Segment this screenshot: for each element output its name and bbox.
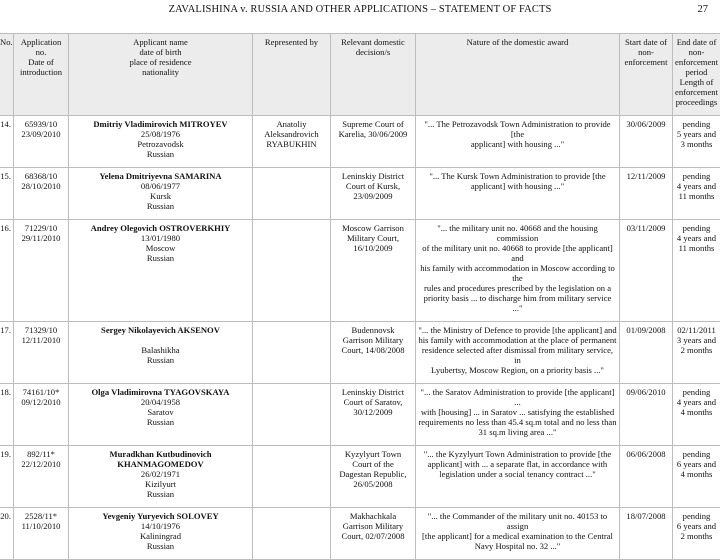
column-header-end-date bbox=[673, 34, 720, 116]
award-line: applicant] with housing ..." bbox=[418, 181, 617, 191]
end-date-line: 4 months bbox=[675, 407, 718, 417]
applicant-cell bbox=[69, 384, 253, 446]
application-cell bbox=[14, 168, 69, 220]
end-date-line: 6 years and bbox=[675, 521, 718, 531]
end-date-cell bbox=[673, 168, 720, 220]
start-date-cell: 06/06/2008 bbox=[620, 446, 673, 508]
header-line: Length of bbox=[675, 77, 718, 87]
application-line: 28/10/2010 bbox=[16, 181, 66, 191]
representative-cell bbox=[253, 116, 331, 168]
header-line: Relevant domestic bbox=[333, 37, 413, 47]
applicant-name: Yevgeniy Yuryevich SOLOVEY bbox=[71, 511, 250, 521]
applicant-detail: Russian bbox=[71, 489, 250, 499]
representative-line: RYABUKHIN bbox=[255, 139, 328, 149]
table-row bbox=[0, 384, 720, 446]
end-date-line: pending bbox=[675, 171, 718, 181]
decision-line: Court of the bbox=[333, 459, 413, 469]
row-number: 17. bbox=[0, 322, 14, 384]
applications-table bbox=[0, 33, 720, 560]
start-date-cell: 03/11/2009 bbox=[620, 220, 673, 322]
row-number: 19. bbox=[0, 446, 14, 508]
row-number: 20. bbox=[0, 508, 14, 560]
applicant-name: Olga Vladimirovna TYAGOVSKAYA bbox=[71, 387, 250, 397]
header-line: enforcement bbox=[675, 87, 718, 97]
header-line: date of birth bbox=[71, 47, 250, 57]
applicant-cell bbox=[69, 168, 253, 220]
domestic-decision-cell bbox=[331, 384, 416, 446]
decision-line: Makhachkala bbox=[333, 511, 413, 521]
decision-line: Karelia, 30/06/2009 bbox=[333, 129, 413, 139]
header-line: End date of bbox=[675, 37, 718, 47]
table-row bbox=[0, 116, 720, 168]
end-date-line: 02/11/2011 bbox=[675, 325, 718, 335]
running-head-title: ZAVALISHINA v. RUSSIA AND OTHER APPLICATIONS – STATEMENT OF FACTS bbox=[0, 4, 720, 15]
award-line: with [housing] ... in Saratov ... satisfying the established bbox=[418, 407, 617, 417]
application-line: 12/11/2010 bbox=[16, 335, 66, 345]
header-line: decision/s bbox=[333, 47, 413, 57]
applicant-detail: 14/10/1976 bbox=[71, 521, 250, 531]
award-line: Navy Hospital no. 32 ..." bbox=[418, 541, 617, 551]
application-line: 2528/11* bbox=[16, 511, 66, 521]
table-header-row bbox=[0, 34, 720, 116]
end-date-line: 4 years and bbox=[675, 181, 718, 191]
award-line: "... the Kyzylyurt Town Administration to provide [the bbox=[418, 449, 617, 459]
header-line: Application bbox=[16, 37, 66, 47]
domestic-decision-cell bbox=[331, 168, 416, 220]
applicant-detail: Russian bbox=[71, 417, 250, 427]
award-line: rules and procedures prescribed by the legislation on a bbox=[418, 283, 617, 293]
row-number: 14. bbox=[0, 116, 14, 168]
application-line: 11/10/2010 bbox=[16, 521, 66, 531]
decision-line: Court of Saratov, bbox=[333, 397, 413, 407]
decision-line: Supreme Court of bbox=[333, 119, 413, 129]
application-cell bbox=[14, 384, 69, 446]
end-date-line: 5 years and bbox=[675, 129, 718, 139]
award-line: "... The Kursk Town Administration to provide [the bbox=[418, 171, 617, 181]
applicant-cell bbox=[69, 446, 253, 508]
award-line: "... The Petrozavodsk Town Administration to provide [the bbox=[418, 119, 617, 139]
header-line: enforcement bbox=[622, 57, 670, 67]
representative-cell bbox=[253, 322, 331, 384]
decision-line: Garrison Military bbox=[333, 521, 413, 531]
header-line: proceedings bbox=[675, 97, 718, 107]
applicant-detail: Balashikha bbox=[71, 345, 250, 355]
applicant-name: Muradkhan Kutbudinovich KHANMAGOMEDOV bbox=[71, 449, 250, 469]
applicant-name: Andrey Olegovich OSTROVERKHIY bbox=[71, 223, 250, 233]
header-line: Date of bbox=[16, 57, 66, 67]
end-date-line: 4 years and bbox=[675, 397, 718, 407]
end-date-line: pending bbox=[675, 223, 718, 233]
representative-cell bbox=[253, 446, 331, 508]
application-cell bbox=[14, 508, 69, 560]
end-date-line: pending bbox=[675, 449, 718, 459]
header-line: Represented by bbox=[255, 37, 328, 47]
award-line: of the military unit no. 40668 to provide [the applicant] and bbox=[418, 243, 617, 263]
applicant-detail: 26/02/1971 bbox=[71, 469, 250, 479]
decision-line: Court of Kursk, bbox=[333, 181, 413, 191]
application-line: 68368/10 bbox=[16, 171, 66, 181]
decision-line: Leninskiy District bbox=[333, 387, 413, 397]
award-cell bbox=[416, 322, 620, 384]
header-line: enforcement bbox=[675, 57, 718, 67]
applicant-detail: Russian bbox=[71, 201, 250, 211]
column-header-represented-by bbox=[253, 34, 331, 116]
header-line: nationality bbox=[71, 67, 250, 77]
row-number: 16. bbox=[0, 220, 14, 322]
column-header-applicant bbox=[69, 34, 253, 116]
applicant-cell bbox=[69, 116, 253, 168]
header-line: non- bbox=[675, 47, 718, 57]
award-cell bbox=[416, 446, 620, 508]
decision-line: Court, 02/07/2008 bbox=[333, 531, 413, 541]
decision-line: Dagestan Republic, bbox=[333, 469, 413, 479]
end-date-cell bbox=[673, 384, 720, 446]
applicant-detail: Kaliningrad bbox=[71, 531, 250, 541]
decision-line: Court, 14/08/2008 bbox=[333, 345, 413, 355]
applicant-name: Yelena Dmitriyevna SAMARINA bbox=[71, 171, 250, 181]
award-line: legislation under a social tenancy contract ..." bbox=[418, 469, 617, 479]
applicant-detail: Moscow bbox=[71, 243, 250, 253]
end-date-line: 2 months bbox=[675, 531, 718, 541]
start-date-cell: 30/06/2009 bbox=[620, 116, 673, 168]
end-date-cell bbox=[673, 322, 720, 384]
decision-line: Leninskiy District bbox=[333, 171, 413, 181]
application-cell bbox=[14, 446, 69, 508]
start-date-cell: 01/09/2008 bbox=[620, 322, 673, 384]
domestic-decision-cell bbox=[331, 220, 416, 322]
award-cell bbox=[416, 384, 620, 446]
end-date-line: 11 months bbox=[675, 243, 718, 253]
end-date-line: pending bbox=[675, 119, 718, 129]
end-date-line: 2 months bbox=[675, 345, 718, 355]
end-date-cell bbox=[673, 446, 720, 508]
start-date-cell: 09/06/2010 bbox=[620, 384, 673, 446]
decision-line: Kyzylyurt Town bbox=[333, 449, 413, 459]
award-cell bbox=[416, 116, 620, 168]
domestic-decision-cell bbox=[331, 508, 416, 560]
award-line: "... the Saratov Administration to provide [the applicant] ... bbox=[418, 387, 617, 407]
table-row bbox=[0, 168, 720, 220]
decision-line: 30/12/2009 bbox=[333, 407, 413, 417]
decision-line: 23/09/2009 bbox=[333, 191, 413, 201]
header-line: period bbox=[675, 67, 718, 77]
application-line: 65939/10 bbox=[16, 119, 66, 129]
representative-cell bbox=[253, 220, 331, 322]
applicant-detail: Kursk bbox=[71, 191, 250, 201]
end-date-line: 3 years and bbox=[675, 335, 718, 345]
end-date-cell bbox=[673, 116, 720, 168]
column-header-award-nature bbox=[416, 34, 620, 116]
award-line: [the applicant] for a medical examination to the Central bbox=[418, 531, 617, 541]
applicant-detail bbox=[71, 335, 250, 345]
applicant-detail: Russian bbox=[71, 253, 250, 263]
row-number: 18. bbox=[0, 384, 14, 446]
award-line: "... the Commander of the military unit no. 40153 to assign bbox=[418, 511, 617, 531]
applicant-detail: Petrozavodsk bbox=[71, 139, 250, 149]
domestic-decision-cell bbox=[331, 116, 416, 168]
award-cell bbox=[416, 508, 620, 560]
award-line: applicant] with ... a separate flat, in accordance with bbox=[418, 459, 617, 469]
application-line: 71229/10 bbox=[16, 223, 66, 233]
award-line: residence selected after dismissal from military service, in bbox=[418, 345, 617, 365]
applicant-detail: 13/01/1980 bbox=[71, 233, 250, 243]
application-line: 892/11* bbox=[16, 449, 66, 459]
applicant-cell bbox=[69, 508, 253, 560]
applicant-detail: Russian bbox=[71, 149, 250, 159]
representative-cell bbox=[253, 384, 331, 446]
application-line: 71329/10 bbox=[16, 325, 66, 335]
header-line: introduction bbox=[16, 67, 66, 77]
award-line: priority basis ... to discharge him from military service ..." bbox=[418, 293, 617, 313]
header-line: place of residence bbox=[71, 57, 250, 67]
applicant-cell bbox=[69, 220, 253, 322]
representative-line: Anatoliy bbox=[255, 119, 328, 129]
column-header-no bbox=[0, 34, 14, 116]
end-date-line: 4 years and bbox=[675, 233, 718, 243]
header-line: No. bbox=[0, 37, 11, 47]
application-line: 22/12/2010 bbox=[16, 459, 66, 469]
applicant-name: Dmitriy Vladimirovich MITROYEV bbox=[71, 119, 250, 129]
table-row bbox=[0, 446, 720, 508]
table-row bbox=[0, 508, 720, 560]
application-cell bbox=[14, 116, 69, 168]
table-row bbox=[0, 322, 720, 384]
applicant-cell bbox=[69, 322, 253, 384]
column-header-start-date bbox=[620, 34, 673, 116]
award-line: Lyubertsy, Moscow Region, on a priority basis ..." bbox=[418, 365, 617, 375]
application-cell bbox=[14, 322, 69, 384]
applicant-detail: 20/04/1958 bbox=[71, 397, 250, 407]
applicant-detail: Kizilyurt bbox=[71, 479, 250, 489]
decision-line: Moscow Garrison bbox=[333, 223, 413, 233]
decision-line: 26/05/2008 bbox=[333, 479, 413, 489]
start-date-cell: 12/11/2009 bbox=[620, 168, 673, 220]
application-line: 29/11/2010 bbox=[16, 233, 66, 243]
page-number: 27 bbox=[698, 4, 709, 15]
start-date-cell: 18/07/2008 bbox=[620, 508, 673, 560]
application-line: 74161/10* bbox=[16, 387, 66, 397]
column-header-domestic-decision bbox=[331, 34, 416, 116]
domestic-decision-cell bbox=[331, 446, 416, 508]
applicant-name: Sergey Nikolayevich AKSENOV bbox=[71, 325, 250, 335]
representative-cell bbox=[253, 508, 331, 560]
column-header-application bbox=[14, 34, 69, 116]
header-line: non- bbox=[622, 47, 670, 57]
decision-line: Budennovsk bbox=[333, 325, 413, 335]
end-date-line: 11 months bbox=[675, 191, 718, 201]
header-line: Applicant name bbox=[71, 37, 250, 47]
award-cell bbox=[416, 220, 620, 322]
applicant-detail: 08/06/1977 bbox=[71, 181, 250, 191]
header-line: no. bbox=[16, 47, 66, 57]
application-cell bbox=[14, 220, 69, 322]
end-date-line: pending bbox=[675, 511, 718, 521]
application-line: 23/09/2010 bbox=[16, 129, 66, 139]
end-date-line: 6 years and bbox=[675, 459, 718, 469]
applicant-detail: Russian bbox=[71, 355, 250, 365]
end-date-cell bbox=[673, 508, 720, 560]
end-date-line: pending bbox=[675, 387, 718, 397]
award-line: "... the military unit no. 40668 and the housing commission bbox=[418, 223, 617, 243]
applicant-detail: Saratov bbox=[71, 407, 250, 417]
award-cell bbox=[416, 168, 620, 220]
table-row bbox=[0, 220, 720, 322]
end-date-line: 4 months bbox=[675, 469, 718, 479]
award-line: his family with accommodation in Moscow according to the bbox=[418, 263, 617, 283]
end-date-line: 3 months bbox=[675, 139, 718, 149]
decision-line: Garrison Military bbox=[333, 335, 413, 345]
award-line: his family with accommodation at the place of permanent bbox=[418, 335, 617, 345]
decision-line: Military Court, bbox=[333, 233, 413, 243]
award-line: "... the Ministry of Defence to provide [the applicant] and bbox=[418, 325, 617, 335]
representative-cell bbox=[253, 168, 331, 220]
header-line: Nature of the domestic award bbox=[418, 37, 617, 47]
award-line: requirements no less than 45.4 sq.m total and no less than bbox=[418, 417, 617, 427]
applicant-detail: Russian bbox=[71, 541, 250, 551]
domestic-decision-cell bbox=[331, 322, 416, 384]
application-line: 09/12/2010 bbox=[16, 397, 66, 407]
row-number: 15. bbox=[0, 168, 14, 220]
representative-line: Aleksandrovich bbox=[255, 129, 328, 139]
end-date-cell bbox=[673, 220, 720, 322]
applicant-detail: 25/08/1976 bbox=[71, 129, 250, 139]
award-line: applicant] with housing ..." bbox=[418, 139, 617, 149]
header-line: Start date of bbox=[622, 37, 670, 47]
award-line: 31 sq.m living area ..." bbox=[418, 427, 617, 437]
decision-line: 16/10/2009 bbox=[333, 243, 413, 253]
